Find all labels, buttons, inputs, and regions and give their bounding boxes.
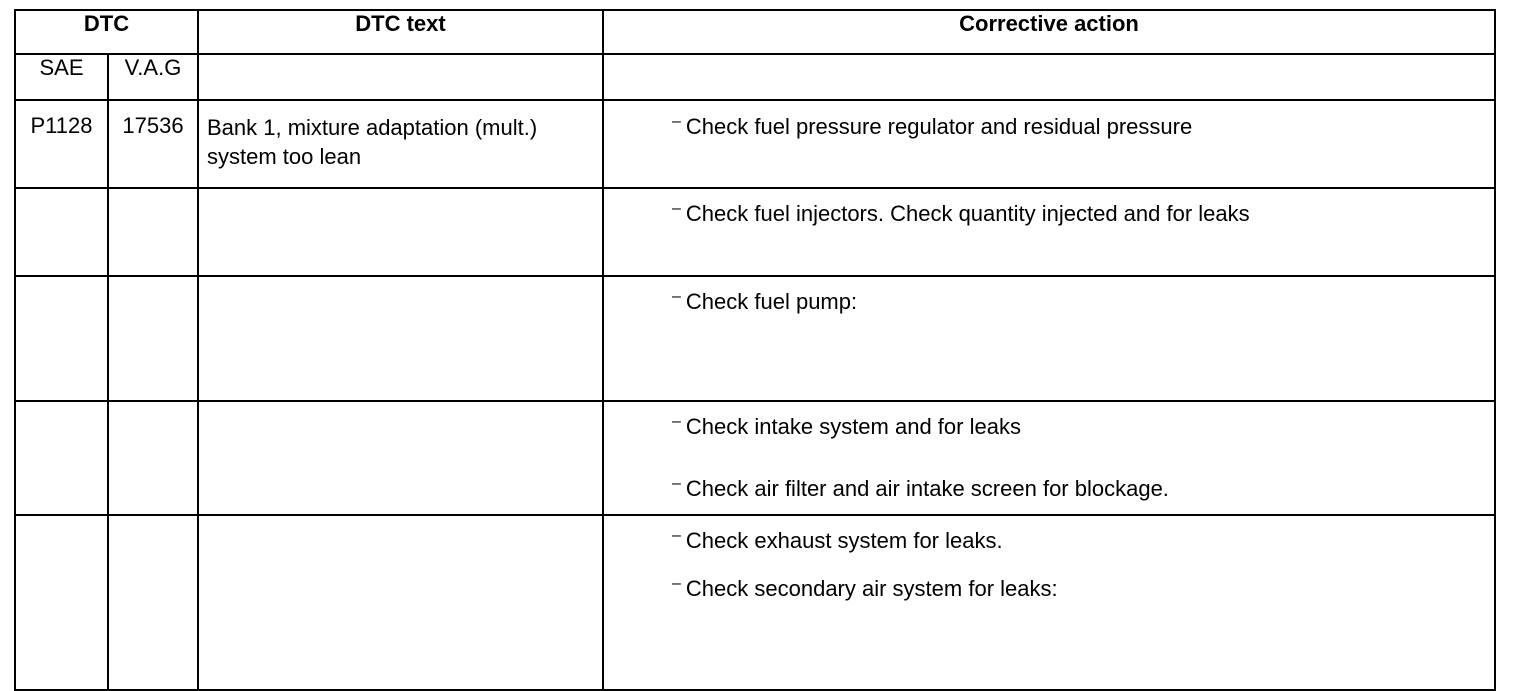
table-row xyxy=(15,276,1495,401)
sae-code: P1128 xyxy=(15,100,108,188)
action-item xyxy=(672,527,1494,555)
empty-cell xyxy=(198,188,603,276)
dash-bullet: – xyxy=(672,527,681,544)
empty-cell xyxy=(15,188,108,276)
action-item xyxy=(672,475,1494,503)
action-text: Check fuel pressure regulator and residual pressure xyxy=(685,114,1193,139)
empty-cell xyxy=(108,401,198,515)
header-dtc: DTC xyxy=(15,10,198,54)
empty-cell xyxy=(15,401,108,515)
subheader-vag: V.A.G xyxy=(108,54,198,100)
action-text: Check intake system and for leaks xyxy=(685,414,1021,439)
table-row xyxy=(15,401,1495,515)
subheader-row xyxy=(15,54,1495,100)
action-text: Check fuel injectors. Check quantity injected and for leaks xyxy=(685,201,1250,226)
dash-bullet: – xyxy=(672,288,681,305)
table-row xyxy=(15,188,1495,276)
action-item xyxy=(672,413,1494,441)
dtc-table xyxy=(14,9,1496,691)
action-item xyxy=(672,288,1494,316)
empty-cell xyxy=(108,276,198,401)
header-dtc-text: DTC text xyxy=(198,10,603,54)
empty-cell xyxy=(198,401,603,515)
dash-bullet: – xyxy=(672,575,681,592)
empty-cell xyxy=(15,276,108,401)
dash-bullet: – xyxy=(672,113,681,130)
action-item xyxy=(672,575,1494,603)
corrective-action-cell xyxy=(603,401,1495,515)
table-row xyxy=(15,100,1495,188)
subheader-empty-text xyxy=(198,54,603,100)
vag-code: 17536 xyxy=(108,100,198,188)
corrective-action-cell xyxy=(603,276,1495,401)
action-text: Check air filter and air intake screen for blockage. xyxy=(685,476,1169,501)
action-text: Check secondary air system for leaks: xyxy=(685,576,1058,601)
action-text: Check exhaust system for leaks. xyxy=(685,528,1003,553)
dash-bullet: – xyxy=(672,200,681,217)
empty-cell xyxy=(198,276,603,401)
action-item xyxy=(672,113,1494,141)
corrective-action-cell xyxy=(603,100,1495,188)
corrective-action-cell xyxy=(603,188,1495,276)
subheader-sae: SAE xyxy=(15,54,108,100)
header-corrective-action: Corrective action xyxy=(603,10,1495,54)
action-item xyxy=(672,200,1494,228)
dash-bullet: – xyxy=(672,475,681,492)
action-text: Check fuel pump: xyxy=(685,289,858,314)
empty-cell xyxy=(108,188,198,276)
dash-bullet: – xyxy=(672,413,681,430)
header-row xyxy=(15,10,1495,54)
subheader-empty-action xyxy=(603,54,1495,100)
dtc-description: Bank 1, mixture adaptation (mult.) system too lean xyxy=(198,100,603,188)
